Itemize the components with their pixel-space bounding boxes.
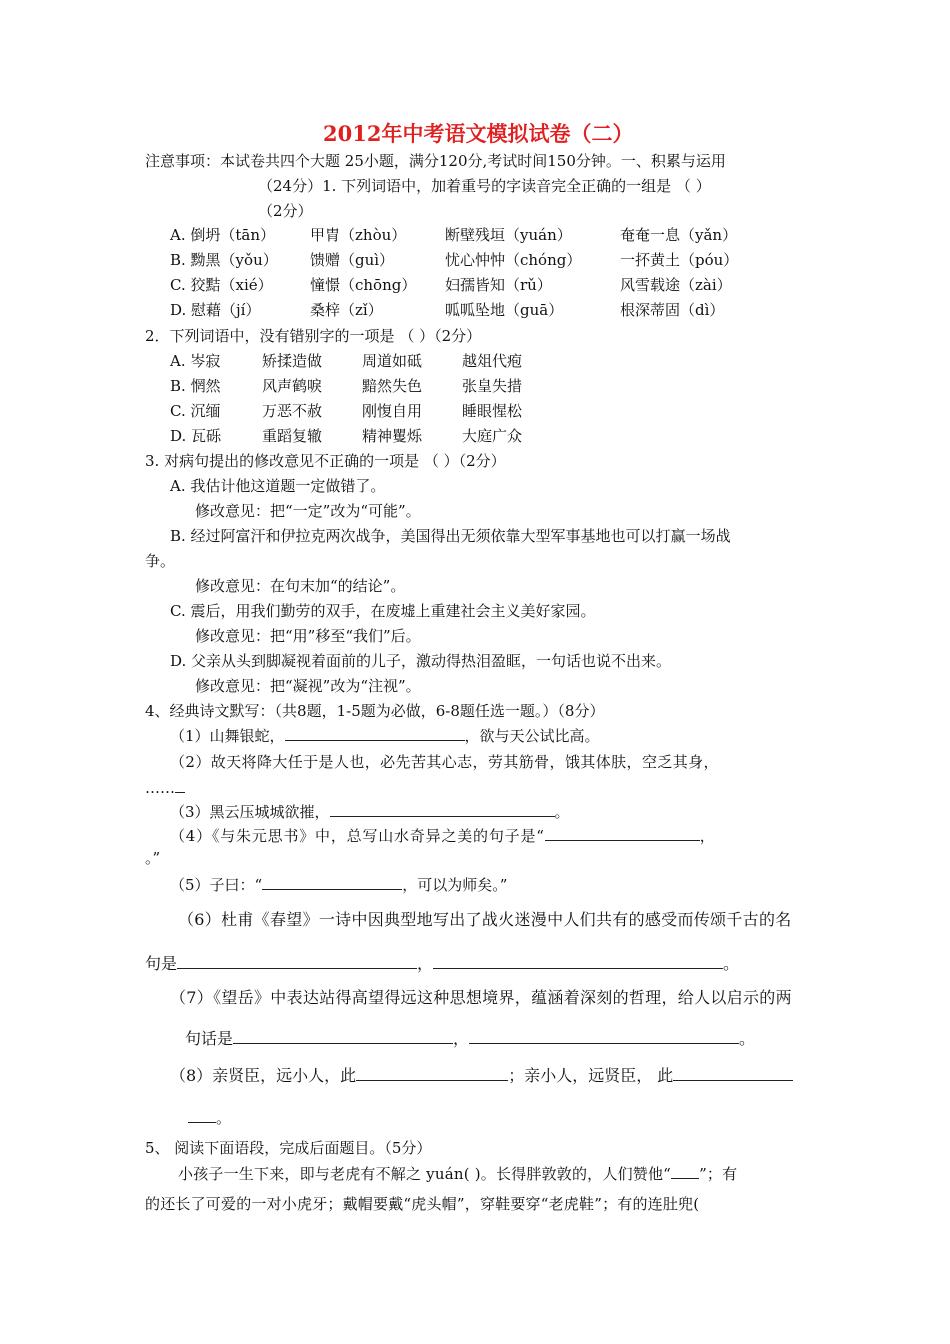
q4-item-6-cont (145, 954, 739, 974)
q1-c-1: C. 狡黠（xié） (170, 276, 273, 294)
q1-c-4: 风雪载途（zài） (620, 276, 732, 294)
q4-item-7-cont (185, 1029, 755, 1049)
q4-stem: 4、经典诗文默写：（共8题，1-5题为必做，6-8题任选一题。）（8分） (145, 702, 605, 720)
q4-item-4 (170, 826, 716, 846)
q1-a-2: 甲胄（zhòu） (310, 226, 407, 244)
q2-a-1: A. 岑寂 (170, 352, 221, 370)
q1-a-3: 断壁残垣（yuán） (445, 226, 572, 244)
q2-c-1: C. 沉缅 (170, 402, 221, 420)
q4-8-text-c: 。 (216, 1109, 232, 1127)
q1-b-4: 一抔黄土（póu） (620, 251, 739, 269)
q3-fix-d: 修改意见：把“凝视”改为“注视”。 (195, 677, 421, 695)
q4-8-text-b: ；亲小人，远贤臣， 此 (508, 1066, 674, 1085)
q2-a-3: 周道如砥 (362, 352, 423, 370)
q5-blank[interactable] (671, 1164, 699, 1179)
q4-7-blank-2[interactable] (469, 1029, 739, 1044)
q4-6-blank-2[interactable] (433, 954, 723, 969)
q4-2-ellipsis: …… (145, 779, 175, 797)
q2-b-3: 黯然失色 (362, 377, 423, 395)
q4-7-text-a: 句话是 (185, 1029, 234, 1048)
q3-option-a: A. 我估计他这道题一定做错了。 (170, 477, 386, 495)
q4-6-text-c: 。 (723, 954, 740, 973)
q3-stem: 3. 对病句提出的修改意见不正确的一项是 （ ）（2分） (145, 452, 506, 470)
q2-c-2: 万恶不赦 (262, 402, 323, 420)
q1-b-3: 忧心忡忡（chóng） (445, 251, 582, 269)
q2-b-2: 风声鹤唳 (262, 377, 323, 395)
q4-4-text-a: （4）《与朱元思书》中，总写山水奇异之美的句子是“ (170, 827, 545, 845)
q1-c-3: 妇孺皆知（rǔ） (445, 276, 552, 294)
q2-b-4: 张皇失措 (462, 377, 523, 395)
q4-item-3 (170, 802, 570, 822)
q4-7-text-c: 。 (739, 1029, 756, 1048)
q5-text-b: ”；有 (699, 1165, 738, 1183)
q2-c-3: 刚愎自用 (362, 402, 423, 420)
q4-3-blank[interactable] (330, 802, 555, 817)
q3-option-c: C. 震后，用我们勤劳的双手，在废墟上重建社会主义美好家园。 (170, 602, 596, 620)
q2-a-2: 矫揉造做 (262, 352, 323, 370)
q2-d-1: D. 瓦砾 (170, 427, 222, 445)
q3-option-b: B. 经过阿富汗和伊拉克两次战争，美国得出无须依靠大型军事基地也可以打赢一场战 (170, 527, 731, 545)
q4-5-text-a: （5）子曰：“ (170, 876, 263, 894)
q4-item-7: （7）《望岳》中表达站得高望得远这种思想境界，蕴涵着深刻的哲理，给人以启示的两 (170, 988, 792, 1007)
q2-stem: 2．下列词语中，没有错别字的一项是 （ ）（2分） (145, 327, 482, 345)
q4-item-4-cont: 。” (145, 849, 161, 867)
q4-1-blank[interactable] (285, 726, 465, 741)
q4-1-text-b: ，欲与天公试比高。 (464, 727, 600, 745)
q1-d-4: 根深蒂固（dì） (620, 301, 725, 319)
q4-6-text-b: ， (417, 954, 434, 973)
q4-6-blank-1[interactable] (177, 954, 417, 969)
q4-8-blank-3[interactable] (188, 1108, 216, 1123)
q4-8-text-a: （8）亲贤臣，远小人，此 (170, 1066, 357, 1085)
q5-passage-line-1 (178, 1164, 737, 1184)
q4-1-text-a: （1）山舞银蛇， (170, 727, 285, 745)
q4-5-text-b: ，可以为师矣。” (402, 876, 508, 894)
q4-7-text-b: ， (453, 1029, 470, 1048)
q3-fix-b: 修改意见：在句末加“的结论”。 (195, 577, 406, 595)
q4-item-8-cont (188, 1108, 231, 1128)
q1-a-4: 奄奄一息（yǎn） (620, 226, 738, 244)
q1-score: （2分） (258, 202, 313, 220)
q5-passage-line-2: 的还长了可爱的一对小虎牙；戴帽要戴“虎头帽”，穿鞋要穿“老虎鞋”；有的连肚兜( (145, 1195, 700, 1213)
q3-fix-c: 修改意见：把“用”移至“我们”后。 (195, 627, 421, 645)
q3-option-b-cont: 争。 (145, 552, 176, 570)
q4-3-text-b: 。 (554, 803, 570, 821)
q5-text-a: 小孩子一生下来，即与老虎有不解之 yuán( )。长得胖敦敦的，人们赞他“ (178, 1165, 672, 1183)
q1-stem: （24分）1. 下列词语中，加着重号的字读音完全正确的一组是 （ ） (258, 177, 711, 195)
q4-3-text-a: （3）黑云压城城欲摧， (170, 803, 330, 821)
q5-stem: 5、 阅读下面语段，完成后面题目。（5分） (145, 1139, 432, 1157)
q2-c-4: 睡眼惺松 (462, 402, 523, 420)
q3-option-d: D. 父亲从头到脚凝视着面前的儿子，激动得热泪盈眶，一句话也说不出来。 (170, 652, 672, 670)
q4-4-blank[interactable] (545, 826, 700, 841)
page-title: 2012年中考语文模拟试卷（二） (323, 121, 634, 146)
q4-item-1 (170, 726, 600, 746)
q1-b-2: 馈赠（guì） (310, 251, 395, 269)
q2-b-1: B. 惘然 (170, 377, 221, 395)
q1-d-2: 桑梓（zǐ） (310, 301, 383, 319)
q1-b-1: B. 黝黑（yǒu） (170, 251, 278, 269)
q2-a-4: 越俎代疱 (462, 352, 523, 370)
q2-d-2: 重蹈复辙 (262, 427, 323, 445)
q1-a-1: A. 倒坍（tān） (170, 226, 276, 244)
q4-8-blank-2[interactable] (673, 1066, 793, 1081)
q2-d-3: 精神矍烁 (362, 427, 423, 445)
q1-d-3: 呱呱坠地（guā） (445, 301, 564, 319)
q1-d-1: D. 慰藉（jí） (170, 301, 261, 319)
notice-line: 注意事项：本试卷共四个大题 25小题，满分120分,考试时间150分钟。一、积累与运用 (145, 152, 726, 170)
q4-5-blank[interactable] (262, 875, 402, 890)
q4-8-blank-1[interactable] (356, 1066, 508, 1081)
q3-fix-a: 修改意见：把“一定”改为“可能”。 (195, 502, 421, 520)
q4-4-text-b: ， (699, 827, 716, 845)
q4-6-text-a: 句是 (145, 954, 178, 973)
q1-c-2: 憧憬（chōng） (310, 276, 417, 294)
q4-item-5 (170, 875, 507, 895)
q4-2-blank[interactable] (175, 778, 185, 793)
q4-7-blank-1[interactable] (233, 1029, 453, 1044)
q4-item-2-cont (145, 778, 185, 798)
q4-item-2: （2）故天将降大任于是人也，必先苦其心志，劳其筋骨，饿其体肤，空乏其身， (170, 753, 719, 771)
q4-item-8 (170, 1066, 793, 1086)
q2-d-4: 大庭广众 (462, 427, 523, 445)
q4-item-6: （6）杜甫《春望》一诗中因典型地写出了战火迷漫中人们共有的感受而传颂千古的名 (178, 910, 792, 929)
